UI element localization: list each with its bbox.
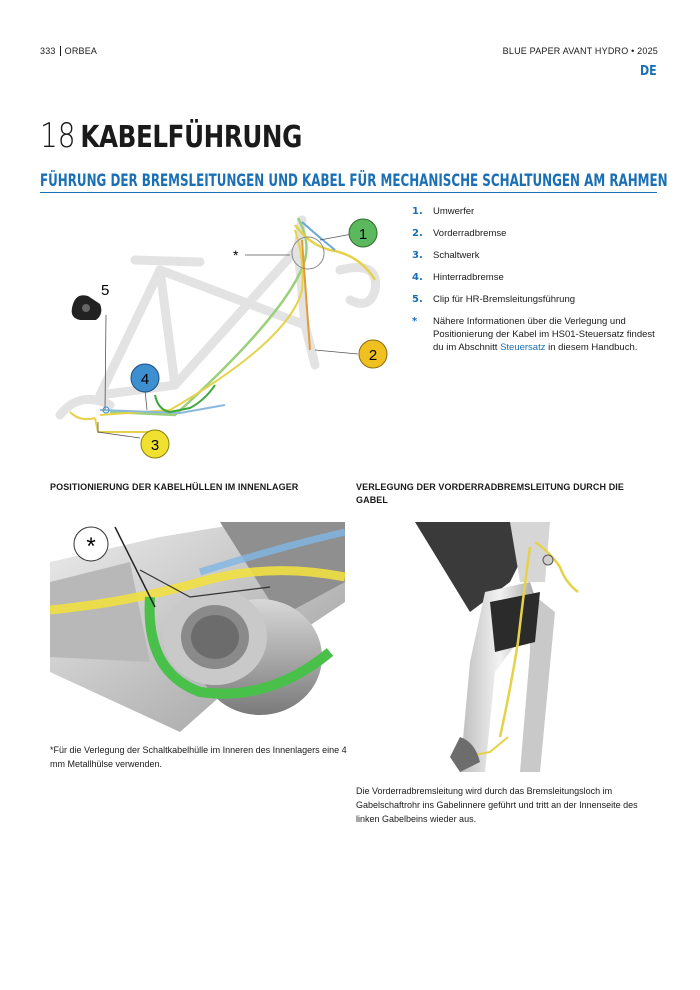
bottom-bracket-photo — [50, 522, 345, 732]
legend-number: 5. — [412, 294, 423, 305]
document-title: BLUE PAPER AVANT HYDRO • 2025 — [502, 46, 658, 56]
page-header-left — [40, 46, 97, 56]
legend-number: 3. — [412, 250, 423, 261]
language-tag: DE — [640, 64, 657, 79]
section-title-text: KABELFÜHRUNG — [80, 120, 302, 155]
fork-photo — [390, 522, 630, 772]
frame-routing-diagram — [40, 200, 400, 470]
legend-item — [412, 205, 660, 218]
legend-note-text: Nähere Informationen über die Verlegung und Positionierung der Kabel im HS01-Steuersatz findest du im Abschnitt — [433, 316, 655, 353]
photo-asterisk: * — [86, 533, 96, 560]
callout-4-label: 4 — [140, 371, 150, 388]
fork-routing-caption: Die Vorderradbremsleitung wird durch das Bremsleitungsloch im Gabelschaftrohr ins Gabelinnere geführt und tritt an der Innenseite des linken Gabelbeins wieder aus. — [356, 786, 638, 824]
callout-5-label: 5 — [101, 282, 110, 299]
legend-note — [412, 315, 660, 354]
callout-3-label: 3 — [150, 437, 160, 454]
legend-number: 1. — [412, 206, 423, 217]
bottom-bracket-heading: POSITIONIERUNG DER KABELHÜLLEN IM INNENLAGER — [50, 482, 299, 492]
legend-text: Vorderradbremse — [433, 228, 507, 239]
legend-number: 2. — [412, 228, 423, 239]
steuersatz-link[interactable]: Steuersatz — [500, 342, 546, 353]
section-title — [40, 116, 302, 156]
legend-item — [412, 271, 660, 284]
page-number: 333 — [40, 46, 56, 56]
callout-1 — [349, 219, 377, 247]
callout-2 — [359, 340, 387, 368]
callout-4 — [131, 364, 159, 392]
legend-note-marker: * — [412, 316, 418, 327]
legend-number: 4. — [412, 272, 423, 283]
subtitle-rule — [40, 192, 657, 193]
diagram-asterisk: * — [233, 247, 239, 263]
bottom-bracket-footnote: *Für die Verlegung der Schaltkabelhülle im Inneren des Innenlagers eine 4 mm Metallhülse verwenden. — [50, 745, 347, 769]
section-number: 18 — [40, 116, 76, 156]
legend-text: Schaltwerk — [433, 250, 480, 261]
legend-text: Umwerfer — [433, 206, 475, 217]
callout-3 — [141, 430, 169, 458]
cable-clip-icon — [72, 295, 102, 320]
legend-item — [412, 227, 660, 240]
legend-note-tail: in diesem Handbuch. — [548, 342, 638, 353]
brand-name: ORBEA — [64, 46, 98, 56]
legend-text: Clip für HR-Bremsleitungsführung — [433, 294, 576, 305]
legend-list — [412, 205, 660, 363]
section-subtitle: FÜHRUNG DER BREMSLEITUNGEN UND KABEL FÜR MECHANISCHE SCHALTUNGEN AM RAHMEN — [40, 171, 668, 191]
callout-2-label: 2 — [368, 347, 378, 364]
legend-item — [412, 249, 660, 262]
fork-routing-heading: VERLEGUNG DER VORDERRADBREMSLEITUNG DURCH DIE GABEL — [356, 482, 625, 505]
legend-item — [412, 293, 660, 306]
legend-text: Hinterradbremse — [433, 272, 504, 283]
header-divider — [60, 46, 61, 56]
callout-1-label: 1 — [358, 226, 368, 243]
